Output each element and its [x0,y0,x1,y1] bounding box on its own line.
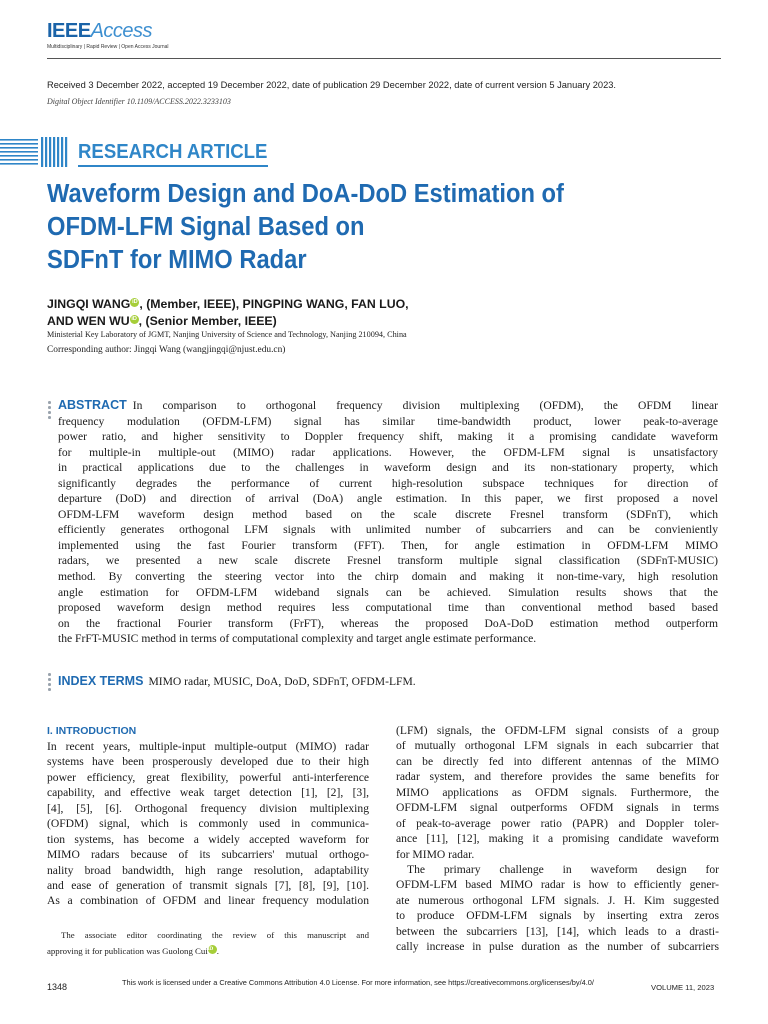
body-line: OFDM-LFM based MIMO radar is how to efficiently gener- [396,878,719,892]
body-line: power efficiency, great flexibility, powerful anti-interference [47,770,369,784]
editor-footnote [47,927,369,959]
index-terms [58,674,416,688]
index-terms-heading: INDEX TERMS [58,674,144,688]
body-line: capability, and effective weak target detection [1], [2], [3], [47,786,369,800]
body-line: for MIMO radar. [396,847,475,861]
body-line: radar system, and therefore provides the same benefits for [396,770,719,784]
body-line: and ease of generation of transmit signals [7], [8], [9], [10]. [47,878,369,892]
header-divider [47,58,721,59]
body-line: (LFM) signals, the OFDM-LFM signal consists of a group [396,724,719,737]
article-type-bars-icon [0,137,70,169]
abstract-line: implemented using the fast Fourier transform (FFT). Then, for angle estimation in OFDM-LFM MIMO [58,538,718,552]
journal-logo [47,20,169,50]
section-marker-icon [48,401,52,421]
logo-ieee: IEEE [47,20,91,42]
logo-tagline: Multidisciplinary | Rapid Review | Open Access Journal [47,44,169,50]
body-line: In recent years, multiple-input multiple-output (MIMO) radar [47,740,369,753]
body-line: ance [11], [12], making it a promising candidate waveform [396,832,719,846]
index-terms-text: MIMO radar, MUSIC, DoA, DoD, SDFnT, OFDM-LFM. [148,675,416,688]
orcid-icon[interactable]: iD [132,298,138,305]
abstract-line: frequency modulation (OFDM-LFM) signal has similar time-bandwidth product, lower peak-to-average [58,414,718,428]
footnote-line: approving it for publication was Guolong CuiiD . [47,946,219,956]
orcid-icon[interactable]: iD [208,945,217,954]
body-column-left [47,739,369,909]
author-details: , (Member, IEEE), PINGPING WANG, FAN LUO, [139,297,409,311]
author-list [47,296,547,330]
abstract-line: significantly degrades the performance of current high-resolution subspace techniques for direction of [58,476,718,490]
author-name: JINGQI WANG [47,297,131,311]
page-number: 1348 [47,982,68,992]
abstract-line: the FrFT-MUSIC method in terms of computational complexity and target angle estimate performance. [58,632,537,646]
article-type-underline [78,165,268,167]
body-line: ate numerous orthogonal LFM signals. J. H. Kim suggested [396,893,719,907]
abstract-line: in practical applications due to the challenges in waveform design and its non-stationary property, which [58,461,718,475]
body-line: The primary challenge in waveform design for [407,862,719,876]
section-marker-icon [48,673,52,693]
body-line: can be directly fed into different antennas of the MIMO [396,754,719,768]
article-type-label: RESEARCH ARTICLE [78,141,268,163]
body-line: MIMO radars because of its subcarriers' mutual orthogo- [47,848,369,862]
body-column-right [396,723,719,955]
body-line: MIMO applications as OFDM signals. Furthermore, the [396,785,719,799]
abstract-heading: ABSTRACT [58,398,127,412]
abstract-line: method. By converting the steering vector into the chirp domain and making it non-time-vary, high resolution [58,570,718,584]
abstract-line: OFDM-LFM waveform design method based on the scale discrete Fresnel transform (SDFnT), which [58,507,718,521]
body-line: tion systems, has become a widely accepted waveform for [47,832,369,846]
abstract [58,398,718,647]
abstract-line: on the fractional Fourier transform (FrFT), whereas the proposed DoA-DoD estimation method outperform [58,616,718,630]
paper-title [47,178,624,277]
volume-year: VOLUME 11, 2023 [651,983,715,992]
body-line: to produce OFDM-LFM signals by inserting extra zeros [396,909,719,923]
abstract-line: for multiple-in multiple-out (MIMO) radar applications. However, the OFDM-LFM signal is unsatisfactory [58,445,718,459]
body-line: between the subcarriers [13], [14], which leads to a drasti- [396,924,719,938]
abstract-line: power ratio, and higher sensitivity to Doppler frequency shift, making it a promising candidate waveform [58,430,718,444]
orcid-icon[interactable]: iD [131,315,137,322]
body-line: As a combination of OFDM and linear frequency modulation [47,894,369,908]
body-line: nality broad bandwidth, high range resolution, adaptability [47,863,369,877]
abstract-line: proposed waveform design method requires less computational time than conventional method based based [58,601,718,615]
abstract-line: efficiently generates orthogonal LFM signals with unlimited number of subcarriers and can be convieniently [58,523,718,537]
title-line: Waveform Design and DoA-DoD Estimation of [47,180,564,208]
abstract-line: radars, we presented a new scale discrete Fresnel transform multiple signal classification (SDFnT-MUSIC) [58,554,718,568]
title-line: SDFnT for MIMO Radar [47,246,307,274]
logo-access: Access [90,20,153,42]
body-line: cally increase in pulse duration as the number of subcarriers [396,940,719,954]
body-line: of mutually orthogonal LFM signals in each subcarrier that [396,739,719,753]
section-heading: I. INTRODUCTION [47,725,137,737]
affiliation: Ministerial Key Laboratory of JGMT, Nanjing University of Science and Technology, Nanjing 210094, China [47,330,407,339]
footnote-line: The associate editor coordinating the review of this manuscript and [61,930,369,940]
body-line: of peak-to-average power ratio (PAPR) and Doppler toler- [396,816,719,830]
received-dates: Received 3 December 2022, accepted 19 December 2022, date of publication 29 December 2022, date of current version 5 January 2023. [47,80,617,90]
doi: Digital Object Identifier 10.1109/ACCESS.2022.3233103 [47,97,231,106]
abstract-line: angle estimation for OFDM-LFM wideband signals can be achieved. Simulation results shows that the [58,585,718,599]
author-details: , (Senior Member, IEEE) [138,314,277,328]
abstract-line: ABSTRACT In comparison to orthogonal frequency division multiplexing (OFDM), the OFDM linear [58,398,718,412]
abstract-line: departure (DoD) and direction of arrival (DoA) angle estimation. In this paper, we first proposed a novel [58,492,718,506]
author-name: AND WEN WU [47,314,130,328]
body-line: OFDM-LFM signal outperforms OFDM signals in terms [396,801,719,815]
license-notice[interactable]: This work is licensed under a Creative Commons Attribution 4.0 License. For more information, see https://creativecommons.org/licenses/by/4.0/ [122,978,594,987]
body-line: (OFDM) signal, which is commonly used in communica- [47,817,369,831]
corresponding-author: Corresponding author: Jingqi Wang (wangjingqi@njust.edu.cn) [47,345,286,355]
body-line: [4], [5], [6]. Orthogonal frequency division multiplexing [47,801,369,815]
body-line: systems have been prosperously developed due to their high [47,755,369,769]
title-line: OFDM-LFM Signal Based on [47,213,365,241]
